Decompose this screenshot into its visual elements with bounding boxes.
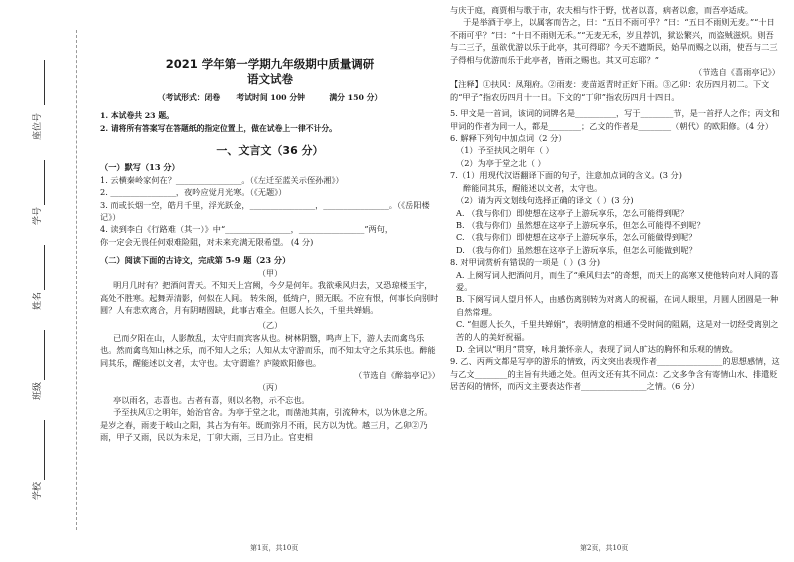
school-label: 学校 <box>33 481 43 500</box>
passage-source: （节选自《喜雨亭记》） <box>694 67 780 78</box>
page-number: 第1页，共10页 <box>250 543 299 552</box>
note-item: 2. 请将所有答案写在答题纸的指定位置上，做在试卷上一律不计分。 <box>100 123 337 133</box>
question-subitem: （1）予至扶风之明年（ ） <box>456 145 554 156</box>
student-id-label: 学号 <box>33 206 43 225</box>
answer-option: C. “但愿人长久，千里共婵娟”，表明情意的相通不受时间的阻隔，这是对一切经受离别之苦的人的美好祝福。 <box>456 319 779 342</box>
passage-source: （节选自《醉翁亭记》） <box>354 369 440 380</box>
name-label: 姓名 <box>33 291 43 310</box>
page-two <box>450 0 780 562</box>
passage-label: （乙） <box>257 320 283 331</box>
question-item: 5. 甲文是一首词，该词的词牌名是__________，写于________节，是一首抒人之作；丙文和甲词的作者为同一人，都是________；乙文的作者是________（朝代）的欧阳修。（4 分） <box>450 108 780 131</box>
answer-option: B. 下阕写词人望月怀人，由感伤离别转为对离人的祝福，在词人眼里，月圆人团圆是一种自然常理。 <box>456 294 779 317</box>
passage-bing-cont: 于是举酒于亭上，以属客而告之，曰：“五日不雨可乎？”曰：“五日不雨则无麦。”“十日不雨可乎？”曰：“十日不雨则无禾。”“无麦无禾，岁且荐饥，狱讼繁兴，而盗贼滋炽。则吾与二三子，虽欲优游以乐于此亭，其可得耶？今天不遗斯民，始旱而赐之以雨，使吾与二三子得相与优游而乐于此亭者，皆雨之赐也。其又可忘耶？” <box>450 17 778 65</box>
seat-number-label: 座位号 <box>33 112 43 140</box>
page-number: 第2页，共10页 <box>580 543 629 552</box>
class-line <box>44 330 45 380</box>
school-line <box>44 420 45 480</box>
seat-line <box>44 60 45 105</box>
question-item: 6. 解释下列句中加点词（2 分） <box>450 133 567 144</box>
question-item: 3. 而或长烟一空，皓月千里，浮光跃金，________________，________________。（《岳阳楼记》） <box>100 199 430 223</box>
passage-jia: 明月几时有？把酒问青天。不知天上宫阙，今夕是何年。我欲乘风归去，又恐琼楼玉宇，高处不胜寒。起舞弄清影，何似在人间。 转朱阁，低绮户，照无眠。不应有恨，何事长向别时圆？人有悲欢离合，月有阴晴圆缺，此事古难全。但愿人长久，千里共婵娟。 <box>100 280 439 315</box>
part-title: （二）阅读下面的古诗文，完成第 5-9 题（23 分） <box>100 255 291 266</box>
question-item: 你一定会无畏任何艰难险阻，对未来充满无限希望。 (4 分) <box>100 236 314 247</box>
answer-option: A. （我与你们）即使想在这亭子上游玩享乐，怎么可能得到呢？ <box>456 207 689 218</box>
passage-bing-cont: 与庆于庭，商贾相与歌于市，农夫相与忭于野，忧者以喜，病者以愈，而吾亭适成。 <box>450 5 753 15</box>
question-sentence: 醉能同其乐，醒能述以文者，太守也。 <box>463 182 603 193</box>
note-item: 1. 本试卷共 23 题。 <box>100 111 174 121</box>
question-item: 1. 云横秦岭家何在？________________。（《左迁至蓝关示侄孙湘》） <box>100 174 344 185</box>
question-subitem: （2）为亭于堂之北（ ） <box>456 157 546 168</box>
question-item: 9. 乙、丙两文都是写亭的游乐的情致，丙文突出表现作者________________的思想感情，这与乙文________的主旨有共通之处。但丙文还有其不同点：乙文多争含有寄情山水、排遣贬居苦闷的情怀，而丙文主要表达作者________________之情。（6 分） <box>450 356 780 392</box>
passage-yi: 已而夕阳在山，人影散乱，太守归而宾客从也。树林阴翳，鸣声上下，游人去而禽鸟乐也。然而禽鸟知山林之乐，而不知人之乐；人知从太守游而乐，而不知太守之乐其乐也。醉能同其乐，醒能述以文者，太守也。太守谓谁？庐陵欧阳修也。 <box>100 332 436 368</box>
passage-label: （甲） <box>257 267 283 278</box>
passage-bing: 亭以雨名，志喜也。古者有喜，则以名物，示不忘也。 <box>113 394 310 405</box>
exam-title: 2021 学年第一学期九年级期中质量调研 <box>165 57 375 71</box>
student-id-line <box>44 160 45 205</box>
question-subitem: （2）请为丙文划线句选择正确的译文（ ）(3 分) <box>456 195 634 206</box>
question-item: 4. 读到李白《行路难（其一）》中“________________，________________”两句， <box>100 224 394 235</box>
class-label: 班级 <box>33 381 43 400</box>
question-item: 8. 对甲词赏析有错误的一项是（ ）(3 分) <box>450 257 601 268</box>
answer-option: A. 上阕写词人把酒问月，而生了“乘风归去”的奇想，而天上的高寒又使他转向对人间的喜爱。 <box>456 269 779 292</box>
answer-option: C. （我与你们）即使想在这亭子上游玩享乐，怎么可能做得到呢？ <box>456 232 697 243</box>
answer-option: B. （我与你们）虽然想在这亭子上游玩享乐，但怎么可能得不到呢？ <box>456 219 705 230</box>
page-one <box>100 0 440 562</box>
answer-option: D. （我与你们）虽然想在这亭子上游玩享乐，但怎么可能做到呢？ <box>456 244 697 255</box>
passage-bing: 予至扶风①之明年，始治官舍。为亭于堂之北，而凿池其南，引流种木，以为休息之所。是岁之春，雨麦于岐山之阳，其占为有年。既而弥月不雨，民方以为忧。越三月，乙卯②乃雨，甲子又雨，民以为未足，丁卯大雨，三日乃止。官吏相 <box>100 407 433 442</box>
exam-meta: （考试形式：闭卷 考试时间 100 分钟 满分 150 分） <box>157 92 383 102</box>
part-title: （一）默写（13 分） <box>100 162 180 173</box>
passage-label: （丙） <box>257 382 283 393</box>
cut-line <box>76 30 77 530</box>
answer-option: D. 全词以“明月”贯穿，咏月兼怀亲人，表现了词人旷达的胸怀和乐观的情致。 <box>456 343 738 354</box>
question-item: 2. ________________，夜吟应觉月光寒。（《无题》） <box>100 187 287 198</box>
annotation: 【注释】①扶风：凤翔府。②雨麦：麦苗返青时正好下雨。③乙卯：农历四月初二。下文的“甲子”指农历四月十一日。下文的“丁卯”指农历四月十四日。 <box>450 79 770 102</box>
question-item: 7.（1）用现代汉语翻译下面的句子，注意加点词的含义。(3 分) <box>450 170 682 181</box>
binding-margin <box>0 0 95 562</box>
section-title: 一、文言文（36 分） <box>216 144 324 158</box>
name-line <box>44 245 45 290</box>
exam-subtitle: 语文试卷 <box>247 72 293 87</box>
